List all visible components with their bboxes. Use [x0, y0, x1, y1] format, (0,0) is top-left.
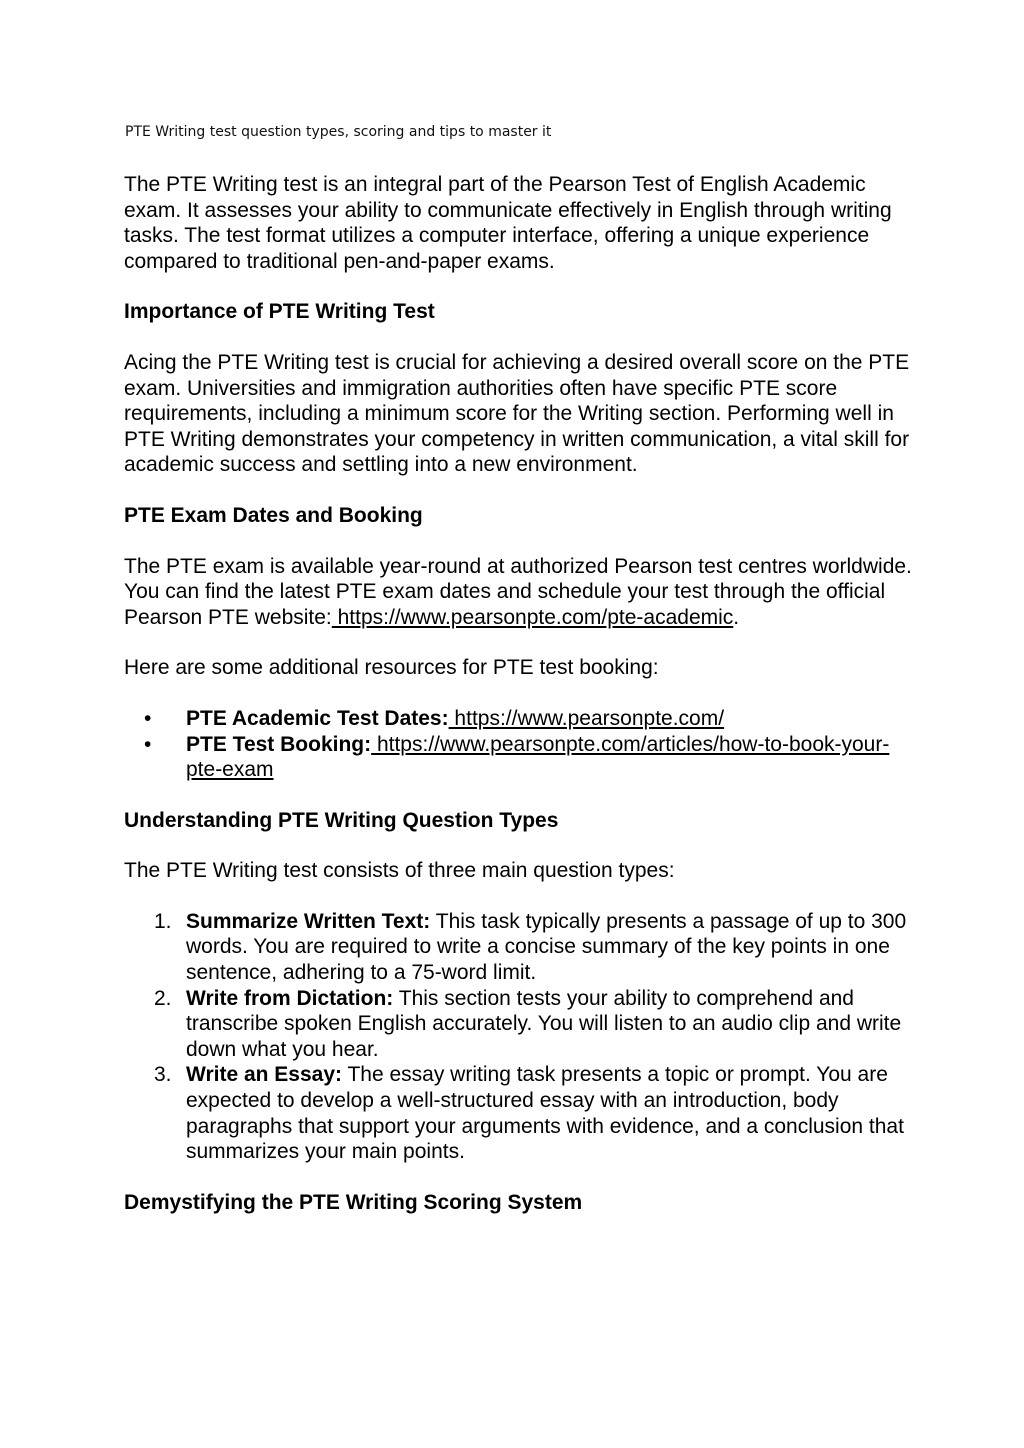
pte-academic-link[interactable]: https://www.pearsonpte.com/pte-academic	[331, 605, 734, 629]
document-content	[124, 172, 914, 1215]
question-types-intro: The PTE Writing test consists of three main question types:	[124, 859, 675, 883]
list-item	[124, 1062, 914, 1164]
resource-label: PTE Academic Test Dates:	[186, 706, 449, 730]
bullet-icon: •	[144, 732, 152, 756]
resource-link-booking[interactable]: https://www.pearsonpte.com/articles/how-to-book-your-pte-exam	[186, 732, 890, 782]
exam-dates-text: The PTE exam is available year-round at authorized Pearson test centres worldwide. You can find the latest PTE exam dates and schedule your test through the official Pearson PTE website:	[124, 554, 912, 629]
list-item	[124, 986, 914, 1063]
resources-list	[124, 706, 914, 783]
document-title: PTE Writing test question types, scoring and tips to master it	[125, 124, 552, 140]
resource-item	[124, 732, 914, 783]
heading-importance: Importance of PTE Writing Test	[124, 300, 435, 324]
list-item	[124, 909, 914, 986]
intro-paragraph: The PTE Writing test is an integral part of the Pearson Test of English Academic exam. It assesses your ability to communicate effectively in English through writing tasks. The test format utilizes a computer interface, offering a unique experience compared to traditional pen-and-paper exams.	[124, 173, 892, 273]
exam-dates-period: .	[733, 605, 740, 629]
item-label: Write from Dictation:	[186, 986, 394, 1010]
exam-dates-paragraph	[124, 554, 914, 631]
heading-scoring: Demystifying the PTE Writing Scoring System	[124, 1190, 583, 1214]
question-types-list	[124, 909, 914, 1165]
resource-item	[124, 706, 914, 732]
item-text: This task typically presents a passage of up to 300 words. You are required to write a concise summary of the key points in one sentence, adhering to a 75-word limit.	[186, 909, 907, 985]
item-label: Write an Essay:	[186, 1063, 343, 1087]
list-number: 1.	[154, 909, 172, 933]
item-label: Summarize Written Text:	[186, 909, 431, 933]
list-number: 3.	[154, 1063, 172, 1087]
resource-link-dates[interactable]: https://www.pearsonpte.com/	[448, 706, 725, 730]
list-number: 2.	[154, 986, 172, 1010]
importance-paragraph: Acing the PTE Writing test is crucial for achieving a desired overall score on the PTE exam. Universities and immigration authorities often have specific PTE score requirements, including a minimum score for the Writing section. Performing well in PTE Writing demonstrates your competency in written communication, a vital skill for academic success and settling into a new environment.	[124, 350, 910, 477]
item-text: The essay writing task presents a topic or prompt. You are expected to develop a well-structured essay with an introduction, body paragraphs that support your arguments with evidence, and a conclusion that summarizes your main points.	[186, 1063, 904, 1164]
resource-label: PTE Test Booking:	[186, 732, 372, 756]
heading-exam-dates: PTE Exam Dates and Booking	[124, 503, 423, 527]
resources-intro: Here are some additional resources for PTE test booking:	[124, 656, 659, 680]
heading-question-types: Understanding PTE Writing Question Types	[124, 808, 559, 832]
bullet-icon: •	[144, 706, 152, 730]
item-text: This section tests your ability to comprehend and transcribe spoken English accurately. You will listen to an audio clip and write down what you hear.	[186, 986, 902, 1061]
